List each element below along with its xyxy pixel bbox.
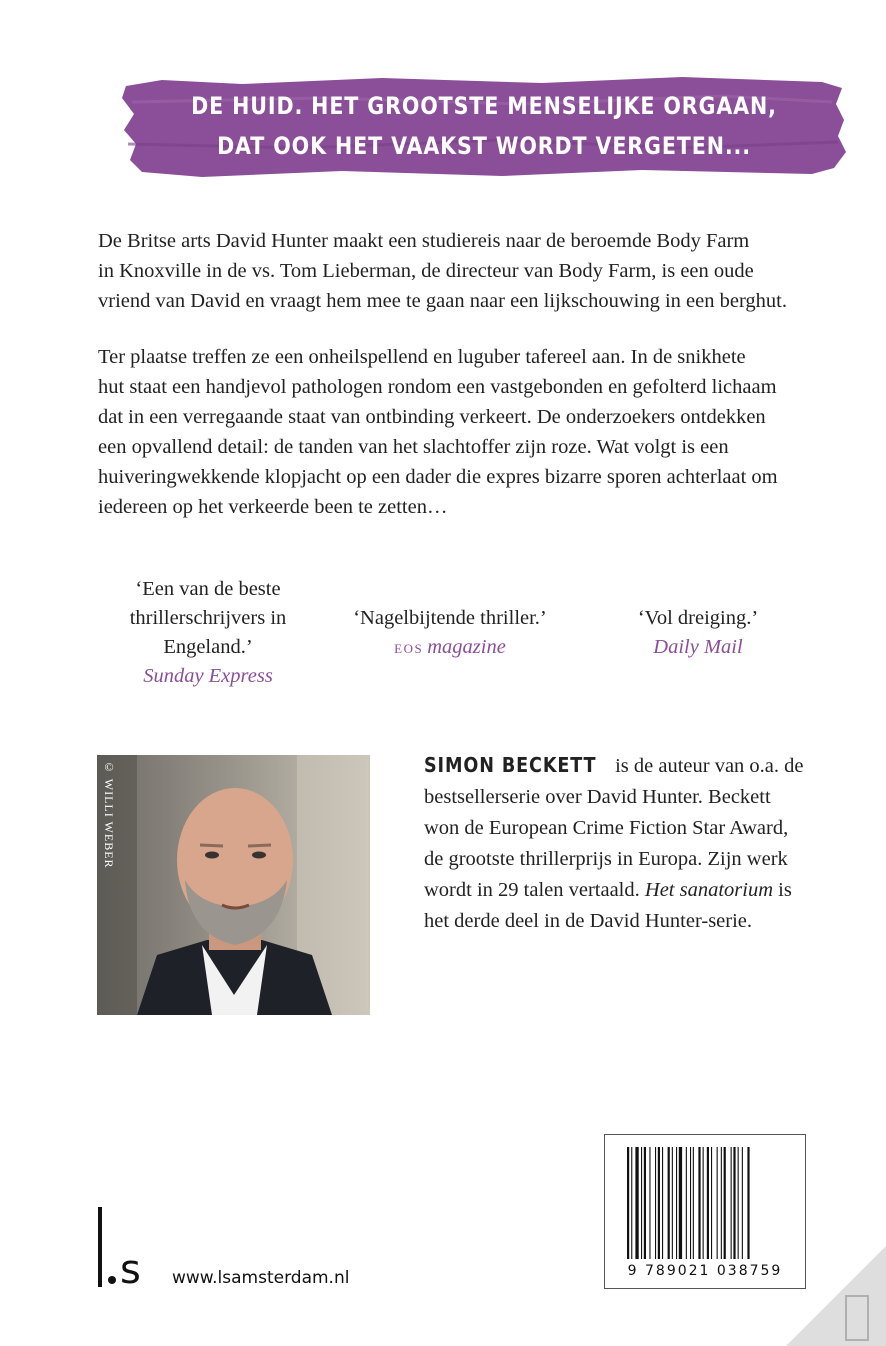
barcode-bar (644, 1147, 646, 1259)
barcode-bar (627, 1147, 629, 1259)
author-photo (97, 755, 370, 1015)
quote-source (330, 633, 570, 663)
corner-watermark-icon (786, 1246, 886, 1346)
blurb-line: hut staat een handjevol pathologen rondom een vastgebonden en gefolterd lichaam (98, 376, 777, 398)
barcode-bar (733, 1147, 735, 1259)
barcode-bar (676, 1147, 677, 1259)
tagline-line-1: DE HUID. HET GROOTSTE MENSELIJKE ORGAAN, (191, 92, 777, 120)
quote-source-rest: magazine (427, 636, 506, 658)
blurb-line: Ter plaatse treffen ze een onheilspellend en luguber tafereel aan. In de snikhete (98, 346, 746, 368)
barcode-bar (747, 1147, 749, 1259)
blurb-line: een opvallend detail: de tanden van het slachtoffer zijn roze. Wat volgt is een (98, 436, 729, 458)
review-quote-daily-mail (598, 604, 798, 662)
quote-source: Daily Mail (653, 636, 743, 658)
barcode-bar (635, 1147, 638, 1259)
publisher-website[interactable]: www.lsamsterdam.nl (172, 1268, 350, 1288)
barcode-bar (711, 1147, 712, 1259)
barcode-bar (641, 1147, 642, 1259)
barcode-bar (662, 1147, 663, 1259)
author-portrait (97, 755, 370, 1015)
publisher-logo-letter: s (120, 1247, 141, 1293)
barcode-bar (731, 1147, 732, 1259)
bio-line: de grootste thrillerprijs in Europa. Zijn werk (424, 848, 788, 870)
blurb-paragraph-1 (98, 226, 804, 316)
barcode-bar (742, 1147, 743, 1259)
quote-text: ‘Vol dreiging.’ (637, 607, 759, 629)
quote-text: thrillerschrijvers in (129, 607, 287, 629)
bio-text: is (778, 879, 792, 901)
barcode-bar (655, 1147, 656, 1259)
barcode-bar (721, 1147, 722, 1259)
brush-stroke-background (122, 74, 846, 180)
quote-source-smallcaps: EOS (394, 641, 424, 656)
review-quote-eos (330, 604, 570, 663)
author-name: SIMON BECKETT (424, 753, 597, 777)
book-title: Het sanatorium (644, 879, 774, 901)
quote-source: Sunday Express (143, 665, 273, 687)
barcode-bar (686, 1147, 687, 1259)
tagline-banner (122, 74, 846, 180)
barcode-bar (668, 1147, 670, 1259)
barcode-bar (690, 1147, 691, 1259)
barcode-bar (649, 1147, 650, 1259)
blurb-line: vriend van David en vraagt hem mee te gaan naar een lijkschouwing in een berghut. (98, 290, 787, 312)
photo-credit: © WILLI WEBER (102, 760, 116, 869)
bio-line: won de European Crime Fiction Star Award, (424, 817, 789, 839)
publisher-logo-bar (98, 1207, 102, 1287)
barcode-bar (698, 1147, 700, 1259)
publisher-logo-dot (108, 1276, 116, 1284)
barcode-bar (717, 1147, 718, 1259)
barcode-bar (703, 1147, 704, 1259)
bio-line (424, 875, 806, 906)
bio-line (424, 750, 806, 782)
barcode-bar (693, 1147, 694, 1259)
barcode-bar (707, 1147, 709, 1259)
barcode-bar (679, 1147, 682, 1259)
tagline-line-2: DAT OOK HET VAAKST WORDT VERGETEN... (217, 132, 751, 160)
quote-text: ‘Een van de beste (135, 578, 281, 600)
isbn-number: 9 789021 038759 (627, 1263, 783, 1279)
blurb-line: in Knoxville in de vs. Tom Lieberman, de directeur van Body Farm, is een oude (98, 260, 754, 282)
blurb-line: De Britse arts David Hunter maakt een studiereis naar de beroemde Body Farm (98, 230, 750, 252)
blurb-line: huiveringwekkende klopjacht op een dader die expres bizarre sporen achterlaat om (98, 466, 778, 488)
barcode-bar (672, 1147, 673, 1259)
bio-line: het derde deel in de David Hunter-serie. (424, 910, 753, 932)
blurb-paragraph-2 (98, 342, 804, 522)
blurb-line: iedereen op het verkeerde been te zetten… (98, 496, 448, 518)
barcode-bar (631, 1147, 632, 1259)
bio-text: is de auteur van o.a. de (615, 755, 804, 777)
barcode-bars (627, 1147, 785, 1259)
bio-line: bestsellerserie over David Hunter. Beckett (424, 786, 771, 808)
blurb-line: dat in een verregaande staat van ontbinding verkeert. De onderzoekers ontdekken (98, 406, 766, 428)
isbn-barcode (604, 1134, 806, 1289)
barcode-bar (658, 1147, 660, 1259)
author-bio (424, 750, 806, 937)
barcode-bar (724, 1147, 726, 1259)
quote-text: ‘Nagelbijtende thriller.’ (353, 607, 547, 629)
review-quote-sunday-express (98, 575, 318, 691)
barcode-bar (738, 1147, 739, 1259)
quote-text: Engeland.’ (163, 636, 253, 658)
bio-text: wordt in 29 talen vertaald. (424, 879, 640, 901)
